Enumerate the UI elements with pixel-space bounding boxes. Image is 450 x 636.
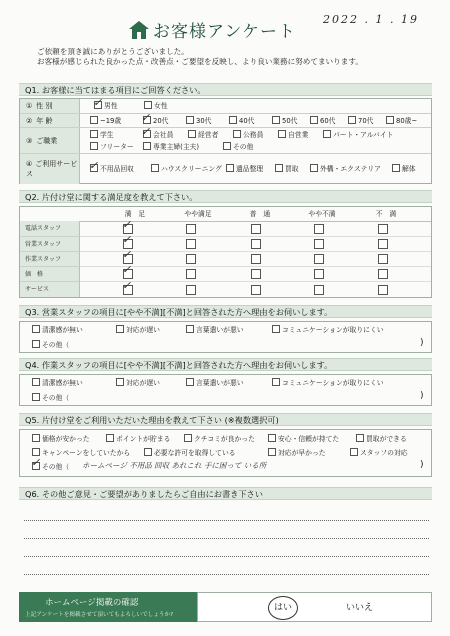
checkmark-male: ✓ (93, 96, 103, 109)
q4-option-other[interactable]: その他（ (32, 392, 69, 404)
q3-option-language[interactable]: 言葉遣いが悪い (186, 324, 244, 336)
sat-cell[interactable] (186, 239, 196, 249)
option-age-80[interactable]: 80歳~ (386, 115, 417, 127)
sat-cell[interactable] (314, 254, 324, 264)
q4-heading: Q4. 作業スタッフの項目に[やや不満][不満]と回答された方へ理由をお伺いします。 (19, 358, 432, 371)
q4-option-communication[interactable]: コミュニケーションが取りにくい (272, 377, 384, 389)
q5-heading: Q5. 片付け堂をご利用いただいた理由を教えて下さい (※複数選択可) (19, 413, 432, 426)
checkmark-q5-other: ✓ (31, 456, 41, 469)
sat-cell[interactable] (251, 254, 261, 264)
option-other[interactable]: その他 (223, 141, 253, 153)
intro-line-1: ご依頼を頂き誠にありがとうございました。 (37, 47, 189, 56)
q5-option-campaign[interactable]: キャンペーンをしていたから (32, 447, 130, 459)
q5-close-paren: ) (420, 460, 424, 470)
q1-row-service (20, 153, 431, 184)
col-satisfied: 満 足 (124, 210, 146, 218)
option-age-30s[interactable]: 30代 (186, 115, 211, 127)
house-logo-icon (128, 20, 150, 40)
q5-option-other[interactable]: その他（ (32, 461, 69, 473)
option-house-cleaning[interactable]: ハウスクリーニング (151, 163, 222, 175)
q5-option-price[interactable]: 価格が安かった (32, 433, 90, 445)
checkmark-satisfied: ✓ (122, 263, 132, 276)
option-employee[interactable]: 会社員 (143, 129, 173, 141)
sat-cell[interactable] (378, 239, 388, 249)
q1-heading: Q1. お客様に当てはまる項目にご回答ください。 (19, 83, 432, 96)
option-public-servant[interactable]: 公務員 (233, 129, 263, 141)
checkmark-employee: ✓ (141, 125, 151, 138)
option-age-70s[interactable]: 70代 (348, 115, 373, 127)
q5-option-license[interactable]: 必要な許可を取得している (144, 447, 236, 459)
sat-cell[interactable] (378, 269, 388, 279)
sat-cell[interactable] (186, 254, 196, 264)
q3-option-slow[interactable]: 対応が遅い (116, 324, 160, 336)
q1-row-occupation (20, 127, 431, 154)
q5-options (19, 429, 432, 477)
q2-grid (19, 206, 432, 298)
q1-row-label: ② 年 齢 (20, 114, 80, 128)
option-age-19[interactable]: ~19歳 (90, 115, 121, 127)
sat-cell[interactable] (186, 224, 196, 234)
col-neutral: 普 通 (249, 210, 271, 218)
option-female[interactable]: 女性 (144, 100, 168, 112)
checkmark-satisfied: ✓ (122, 248, 132, 261)
row-sales-staff: 営業スタッフ (20, 236, 80, 251)
option-age-50s[interactable]: 50代 (272, 115, 297, 127)
checkmark-satisfied: ✓ (122, 279, 132, 292)
option-male[interactable]: 男性 (94, 100, 118, 112)
sat-cell[interactable] (314, 224, 324, 234)
publish-no-option[interactable]: いいえ (346, 603, 374, 613)
publish-answer-box (197, 592, 432, 622)
q5-option-buyback[interactable]: 買取ができる (356, 433, 407, 445)
publish-yes-option[interactable]: はい (268, 596, 298, 620)
row-phone-staff: 電話スタッフ (20, 221, 80, 236)
sat-cell[interactable] (314, 285, 324, 295)
checkmark-satisfied: ✓ (122, 233, 132, 246)
col-somewhat-dissatisfied: やや不満 (308, 210, 336, 218)
option-freeter[interactable]: フリーター (90, 141, 134, 153)
row-work-staff: 作業スタッフ (20, 251, 80, 266)
q1-row-age (20, 113, 431, 128)
option-demolition[interactable]: 解体 (392, 163, 416, 175)
col-dissatisfied: 不 満 (375, 210, 397, 218)
option-homemaker[interactable]: 専業主婦(主夫) (143, 141, 199, 153)
q5-option-fast[interactable]: 対応が早かった (268, 447, 326, 459)
q1-row-label: ① 性 別 (20, 99, 80, 113)
q4-close-paren: ) (420, 391, 424, 401)
sat-cell[interactable] (378, 285, 388, 295)
checkmark-20s: ✓ (141, 111, 151, 124)
col-somewhat-satisfied: やや満足 (184, 210, 212, 218)
option-exterior[interactable]: 外構・エクステリア (310, 163, 381, 175)
publish-label-box (19, 592, 197, 622)
option-executive[interactable]: 経営者 (188, 129, 218, 141)
q3-heading: Q3. 営業スタッフの項目に[やや不満][不満]と回答された方へ理由をお伺いします。 (19, 305, 432, 318)
q4-option-language[interactable]: 言葉遣いが悪い (186, 377, 244, 389)
sat-cell[interactable] (186, 269, 196, 279)
q4-options (19, 374, 432, 406)
q5-option-reviews[interactable]: クチコミが良かった (184, 433, 255, 445)
option-junk-removal[interactable]: 不用品回収 (90, 163, 134, 175)
checkmark-satisfied: ✓ (122, 218, 132, 231)
q5-option-points[interactable]: ポイントが貯まる (106, 433, 170, 445)
option-age-20s[interactable]: 20代 (143, 115, 168, 127)
publish-title: ホームページ掲載の確認 (45, 598, 139, 608)
option-estate-cleanup[interactable]: 遺品整理 (226, 163, 263, 175)
q1-row-gender (20, 96, 431, 113)
q4-option-slow[interactable]: 対応が遅い (116, 377, 160, 389)
sat-cell[interactable] (378, 254, 388, 264)
q5-other-handwritten: ホームページ 不用品 回収 あれこれ 手に困って いる所 (82, 461, 267, 470)
q3-option-communication[interactable]: コミュニケーションが取りにくい (272, 324, 384, 336)
sat-cell[interactable] (251, 239, 261, 249)
q6-heading: Q6. その他ご意見・ご要望がありましたらご自由にお書き下さい (19, 487, 432, 500)
row-price: 価 格 (20, 266, 80, 281)
option-buyback[interactable]: 買取 (275, 163, 299, 175)
sat-cell[interactable] (251, 269, 261, 279)
row-service: サービス (20, 281, 80, 297)
sat-cell[interactable] (251, 285, 261, 295)
q5-option-trust[interactable]: 安心・信頼が持てた (268, 433, 339, 445)
sat-cell[interactable] (314, 269, 324, 279)
survey-date: 2022 . 1 . 19 (323, 13, 419, 26)
sat-cell[interactable] (186, 285, 196, 295)
q1-row-label: ④ ご利用サービス (20, 154, 80, 184)
sat-cell[interactable] (251, 224, 261, 234)
option-self-employed[interactable]: 自営業 (278, 129, 308, 141)
publish-note: 上記アンケートを掲載させて頂いてもよろしいでしょうか? (25, 612, 174, 618)
option-part-time[interactable]: パート・アルバイト (323, 129, 393, 141)
option-age-40s[interactable]: 40代 (229, 115, 254, 127)
option-age-60s[interactable]: 60代 (310, 115, 335, 127)
q3-option-cleanliness[interactable]: 清潔感が無い (32, 324, 83, 336)
page-title: お客様アンケート (153, 22, 296, 42)
q3-option-other[interactable]: その他（ (32, 339, 69, 351)
q4-option-cleanliness[interactable]: 清潔感が無い (32, 377, 83, 389)
option-student[interactable]: 学生 (90, 129, 114, 141)
q1-grid (19, 98, 432, 184)
intro-line-2: お客様が感じられた良かった点・改善点・ご要望を反映し、より良い業務に努めてまいります。 (37, 57, 363, 66)
q5-option-staff[interactable]: スタッフの対応 (350, 447, 408, 459)
q1-row-label: ③ ご職業 (20, 128, 80, 154)
sat-cell[interactable] (314, 239, 324, 249)
q2-heading: Q2. 片付け堂に関する満足度を教えて下さい。 (19, 190, 432, 203)
sat-cell[interactable] (378, 224, 388, 234)
checkmark-junk-removal: ✓ (89, 159, 99, 172)
q3-close-paren: ) (420, 338, 424, 348)
q3-options (19, 321, 432, 353)
